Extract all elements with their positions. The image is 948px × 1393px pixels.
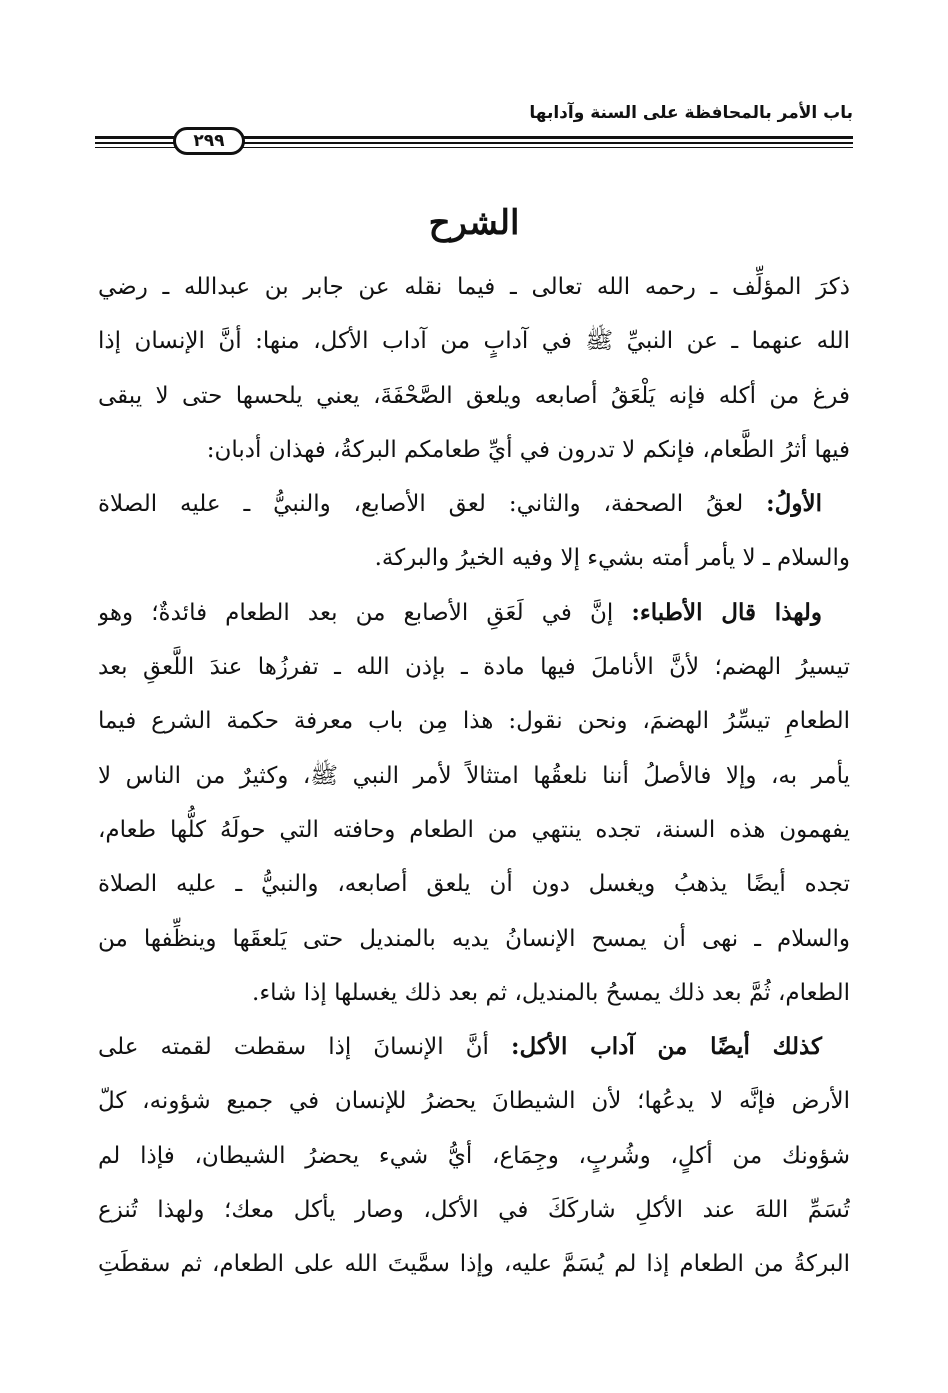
text-line-4: فيها أثرُ الطَّعام، فإنكم لا تدرون في أيِّ طعامكم البركةُ، فهذان أدبان: (206, 436, 850, 463)
chapter-title: باب الأمر بالمحافظة على السنة وآدابها (529, 103, 853, 123)
text-line-9: الطعامِ تيسِّرُ الهضمَ، ونحن نقول: هذا مِن باب معرفة حكمة الشرع فيما (98, 708, 850, 735)
text-line-8: تيسيرُ الهضم؛ لأنَّ الأناملَ فيها مادة ـ بإذن الله ـ تفرزُها عندَ اللَّعقِ بعد (98, 654, 850, 681)
section-heading: الشرح (428, 203, 520, 243)
text-line-5: الأولُ: لعقُ الصحفة، والثاني: لعق الأصابع، والنبيُّ ـ عليه الصلاة (98, 490, 822, 518)
text-line-15: كذلك أيضًا من آداب الأكل: أنَّ الإنسانَ إذا سقطت لقمته على (98, 1033, 823, 1061)
header-rule (95, 131, 853, 151)
running-header (95, 100, 853, 156)
body-text (98, 260, 850, 1292)
text-line-3: فرغ من أكله فإنه يَلْعَقُ أصابعه ويلعق الصَّحْفَةَ، يعني يلحسها حتى لا يبقى (98, 382, 850, 409)
text-line-13: والسلام ـ نهى أن يمسح الإنسانُ يديه بالمنديل حتى يَلعقَها وينظِّفها من (98, 925, 850, 952)
text-line-1: ذكرَ المؤلِّف ـ رحمه الله تعالى ـ فيما نقله عن جابر بن عبدالله ـ رضي (98, 274, 850, 300)
text-line-19: البركةُ من الطعام إذا لم يُسَمَّ عليه، وإذا سمَّيتَ الله على الطعام، ثم سقطَتِ (98, 1251, 850, 1278)
text-line-16: الأرض فإنَّه لا يدعُها؛ لأن الشيطانَ يحضرُ للإنسان في جميع شؤونه، كلّ (98, 1088, 850, 1115)
text-line-7: ولهذا قال الأطباء: إنَّ في لَعَقِ الأصابع من بعد الطعام فائدةٌ؛ وهو (98, 598, 822, 626)
text-line-18: تُسَمِّ اللهَ عند الأكلِ شاركَكَ في الأكل، وصار يأكل معك؛ ولهذا تُنزع (98, 1197, 850, 1224)
text-line-2: الله عنهما ـ عن النبيِّ ﷺ في آدابٍ من آداب الأكل، منها: أنَّ الإنسان إذا (98, 328, 850, 355)
text-line-12: تجده أيضًا يذهبُ ويغسل دون أن يلعق أصابعه، والنبيُّ ـ عليه الصلاة (98, 871, 850, 898)
text-line-11: يفهمون هذه السنة، تجده ينتهي من الطعام وحافته التي حولَهُ كلُّها طعام، (98, 816, 850, 843)
text-line-17: شؤونك من أكلٍ، وشُربٍ، وجِمَاع، أيُّ شيء يحضرُ الشيطان، فإذا لم (98, 1142, 850, 1169)
page-number: ٢٩٩ (173, 127, 245, 155)
text-line-10: يأمر به، وإلا فالأصلُ أننا نلعقُها امتثالاً لأمر النبي ﷺ، وكثيرٌ من الناس لا (98, 762, 850, 789)
text-line-6: والسلام ـ لا يأمر أمته بشيء إلا وفيه الخيرُ والبركة. (374, 545, 850, 572)
text-line-14: الطعام، ثُمَّ بعد ذلك يمسحُ بالمنديل، ثم بعد ذلك يغسلها إذا شاء. (252, 979, 850, 1006)
